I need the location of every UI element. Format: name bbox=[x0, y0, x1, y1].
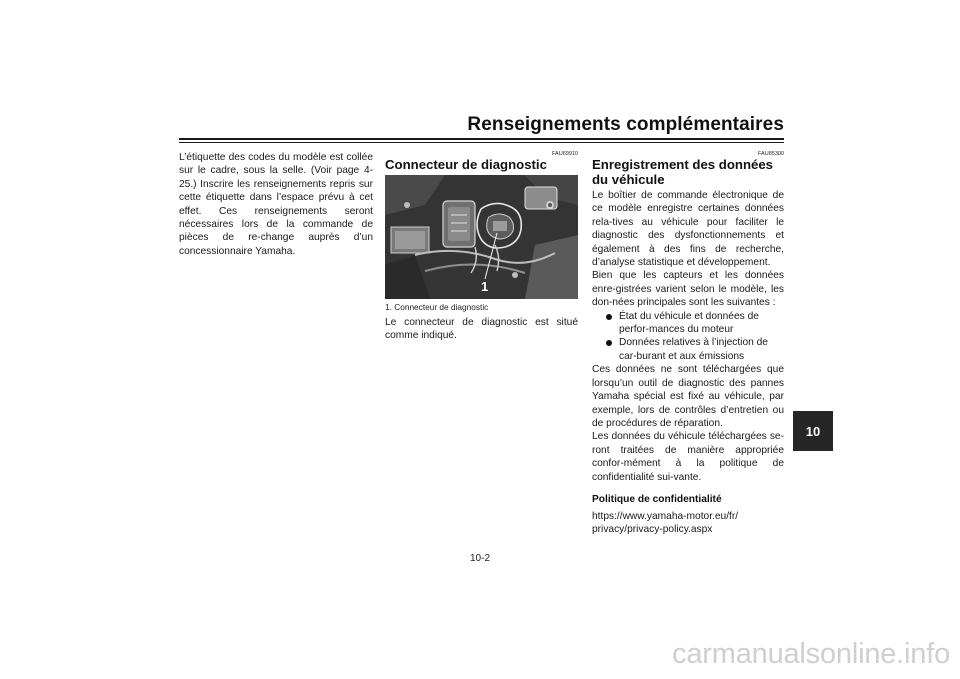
list-item-text: Données relatives à l’injection de car-burant et aux émissions bbox=[619, 337, 768, 362]
data-recording-paragraph-2: Bien que les capteurs et les données enre-gistrées varient selon le modèle, les don-nées principales sont les suivantes : bbox=[592, 270, 784, 309]
section-code: FAU85300 bbox=[758, 151, 784, 157]
header-rule-thick bbox=[179, 138, 784, 140]
section-heading-data-recording: Enregistrement des données du véhicule bbox=[592, 157, 774, 187]
data-bullet-list bbox=[592, 310, 784, 364]
model-label-paragraph: L’étiquette des codes du modèle est collée sur le cadre, sous la selle. (Voir page 4-25.) Inscrire les renseignements repris sur cette étiquette dans l’espace prévu à cet effet. Ces renseignements seront nécessaires lors de la commande de pièces de re-change auprès d’un concessionnaire Yamaha. bbox=[179, 152, 373, 257]
privacy-policy-heading: Politique de confidentialité bbox=[592, 493, 722, 505]
section-code: FAU69910 bbox=[552, 151, 578, 157]
page-number: 10-2 bbox=[469, 553, 490, 564]
column-3 bbox=[592, 151, 784, 537]
figure-callout-label: 1 bbox=[481, 279, 489, 294]
column-1 bbox=[179, 151, 373, 258]
chapter-tab: 10 bbox=[793, 411, 833, 451]
bullet-dot-icon bbox=[606, 314, 612, 320]
data-recording-paragraph-3: Ces données ne sont téléchargées que lorsqu’un outil de diagnostic des pannes Yamaha spécial est fixé au véhicule, par exemple, lors de contrôles d’entretien ou de procédures de réparation. bbox=[592, 364, 784, 429]
watermark: carmanualsonline.info bbox=[672, 638, 950, 670]
privacy-url-line-2: privacy/privacy-policy.aspx bbox=[592, 524, 713, 536]
figure-caption: 1. Connecteur de diagnostic bbox=[385, 302, 489, 312]
data-recording-paragraph-4: Les données du véhicule téléchargées se-ront traitées de manière appropriée confor-mément à la politique de confidentialité sui-vante. bbox=[592, 431, 784, 483]
diagnostic-paragraph: Le connecteur de diagnostic est situé comme indiqué. bbox=[385, 317, 578, 342]
section-heading-diagnostic: Connecteur de diagnostic bbox=[385, 157, 547, 172]
list-item bbox=[592, 310, 784, 337]
data-recording-paragraph-1: Le boîtier de commande électronique de ce modèle enregistre certaines données rela-tives au véhicule pour faciliter le diagnostic des dysfonctionnements et également à des fins de recherche, d’analyse statistique et développement. bbox=[592, 190, 784, 269]
diagnostic-connector-illustration bbox=[385, 175, 578, 299]
list-item-text: État du véhicule et données de perfor-mances du moteur bbox=[619, 310, 759, 336]
page-title: Renseignements complémentaires bbox=[467, 114, 784, 135]
header-rule-thin bbox=[179, 142, 784, 143]
diagnostic-connector-figure bbox=[385, 175, 578, 299]
column-2 bbox=[385, 151, 578, 343]
privacy-url-line-1: https://www.yamaha-motor.eu/fr/ bbox=[592, 510, 739, 522]
list-item bbox=[592, 336, 784, 363]
bullet-dot-icon bbox=[606, 340, 612, 346]
